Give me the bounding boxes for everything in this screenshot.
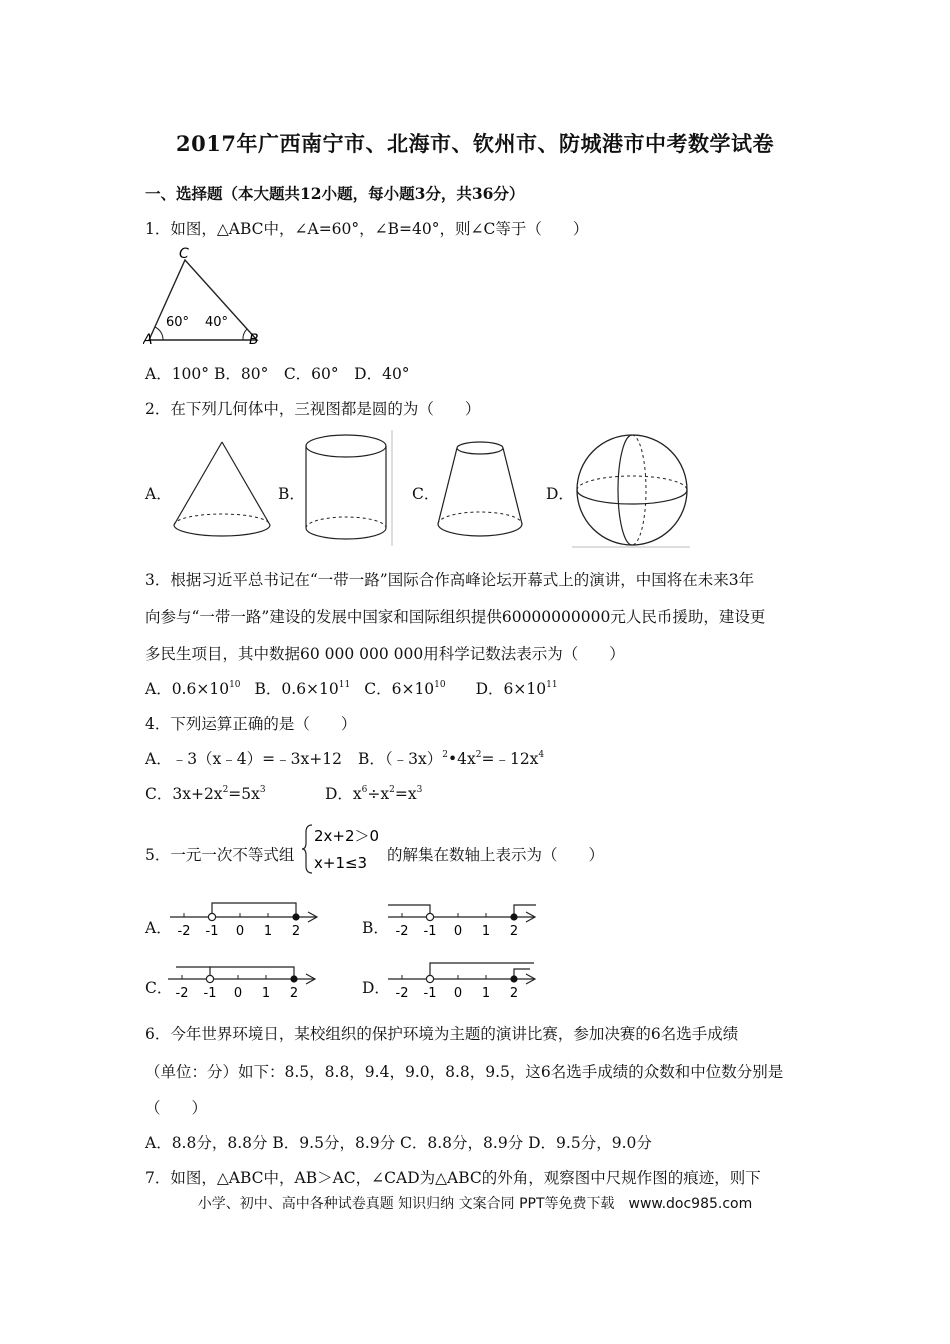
closed-point [290, 975, 297, 982]
tick-label: -1 [203, 986, 217, 1001]
angle-b-arc [243, 329, 247, 340]
inequality-1: 2x+2＞0 [314, 827, 380, 845]
tick-label: 0 [453, 924, 463, 939]
tick-label: 1 [261, 986, 271, 1001]
tick-label: 1 [263, 924, 273, 939]
closed-point [510, 975, 517, 982]
vertex-a-label: A [143, 332, 153, 346]
tick-label: -2 [175, 986, 189, 1001]
number-line-a [168, 896, 324, 942]
tick-label: 1 [481, 986, 491, 1001]
question-1-options: A．100° B．80° C．60° D．40° [145, 365, 410, 383]
question-3-line-1: 3．根据习近平总书记在“一带一路”国际合作高峰论坛开幕式上的演讲，中国将在未来3年 [145, 571, 755, 589]
question-3-line-2: 向参与“一带一路”建设的发展中国家和国际组织提供60000000000元人民币援助，建设更 [145, 608, 766, 626]
tick-label: 0 [235, 924, 245, 939]
sphere-figure [570, 432, 694, 550]
q5-option-d: D． [362, 979, 390, 997]
closed-point [510, 913, 517, 920]
triangle-figure [143, 244, 268, 346]
question-2-option-c: C． [412, 485, 440, 503]
question-2-text: 2．在下列几何体中，三视图都是圆的为（ ） [145, 400, 481, 418]
angle-b-label: 40° [205, 315, 229, 330]
question-7-line-1: 7．如图，△ABC中，AB＞AC，∠CAD为△ABC的外角，观察图中尺规作图的痕迹，则下 [145, 1169, 761, 1187]
angle-a-arc [155, 327, 163, 340]
open-point [426, 913, 433, 920]
question-5-text-post: 的解集在数轴上表示为（ ） [387, 846, 605, 864]
tick-label: -1 [423, 924, 437, 939]
q4-option-d: D．$x^6\div x^2=x^3$ [325, 785, 423, 803]
closed-point [292, 913, 299, 920]
question-6-line-3: （ ） [145, 1099, 208, 1117]
brace-icon [302, 825, 312, 873]
vertex-c-label: C [179, 246, 189, 262]
question-3-options: A．$0.6\times 10^{10}$ B．$0.6\times 10^{11}$ C．$6\times 10^{10}$ D．$6\times 10^{11}$ [145, 680, 558, 698]
question-6-line-1: 6．今年世界环境日，某校组织的保护环境为主题的演讲比赛，参加决赛的6名选手成绩 [145, 1025, 739, 1043]
q5-option-c: C． [145, 979, 173, 997]
tick-label: -1 [423, 986, 437, 1001]
q3-option-a: A．0.6×10 [145, 680, 230, 698]
question-3-line-3: 多民生项目，其中数据60 000 000 000用科学记数法表示为（ ） [145, 645, 625, 663]
question-2-option-b: B． [278, 485, 305, 503]
q3-option-d: D．6×10 [475, 680, 547, 698]
tick-label: 2 [509, 924, 519, 939]
tick-label: -2 [177, 924, 191, 939]
question-4-text: 4．下列运算正确的是（ ） [145, 715, 357, 733]
tick-label: 1 [481, 924, 491, 939]
page-title: 2017年广西南宁市、北海市、钦州市、防城港市中考数学试卷 [176, 131, 774, 156]
q4-option-b: B．$(﹣3x)^2•4x^2=﹣12x^4$ [358, 750, 545, 768]
tick-label: -1 [205, 924, 219, 939]
question-2-option-a: A． [145, 485, 172, 503]
section-heading: 一、选择题（本大题共12小题，每小题3分，共36分） [145, 184, 525, 203]
footer-text: 小学、初中、高中各种试卷真题 知识归纳 文案合同 PPT等免费下载 www.doc985.com [197, 1196, 753, 1212]
q3-option-b: B．0.6×10 [254, 680, 339, 698]
inequality-2: x+1≤3 [314, 854, 368, 872]
q3-option-c: C．6×10 [364, 680, 435, 698]
open-point [208, 913, 215, 920]
cone-figure [168, 438, 278, 544]
question-1-text: 1．如图，△ABC中，∠A=60°，∠B=40°，则∠C等于（ ） [145, 220, 589, 238]
tick-label: 2 [289, 986, 299, 1001]
tick-label: 0 [453, 986, 463, 1001]
question-6-line-2: （单位：分）如下：8.5，8.8，9.4，9.0，8.8，9.5，这6名选手成绩的众数和中位数分别是 [145, 1063, 784, 1081]
angle-a-label: 60° [166, 315, 190, 330]
question-6-options: A．8.8分，8.8分 B．9.5分，8.9分 C．8.8分，8.9分 D．9.5分，9.0分 [145, 1134, 652, 1152]
question-2-option-d: D． [546, 485, 574, 503]
tick-label: -2 [395, 924, 409, 939]
number-line-c [166, 958, 322, 1004]
tick-label: 0 [233, 986, 243, 1001]
q5-option-a: A． [145, 919, 172, 937]
q4-option-c: C．$3x+2x^2=5x^3$ [145, 785, 266, 803]
q4-option-a: A．﹣3（x﹣4）=﹣3x+12 [145, 750, 342, 768]
tick-label: -2 [395, 986, 409, 1001]
inequality-system [302, 822, 392, 876]
tick-label: 2 [291, 924, 301, 939]
vertex-b-label: B [249, 332, 259, 346]
open-point [206, 975, 213, 982]
q5-option-b: B． [362, 919, 389, 937]
number-line-d [386, 958, 542, 1004]
open-point [426, 975, 433, 982]
tick-label: 2 [509, 986, 519, 1001]
cylinder-figure [298, 430, 398, 546]
number-line-b [386, 896, 542, 942]
frustum-figure [432, 438, 532, 546]
question-5-text-pre: 5．一元一次不等式组 [145, 846, 295, 864]
